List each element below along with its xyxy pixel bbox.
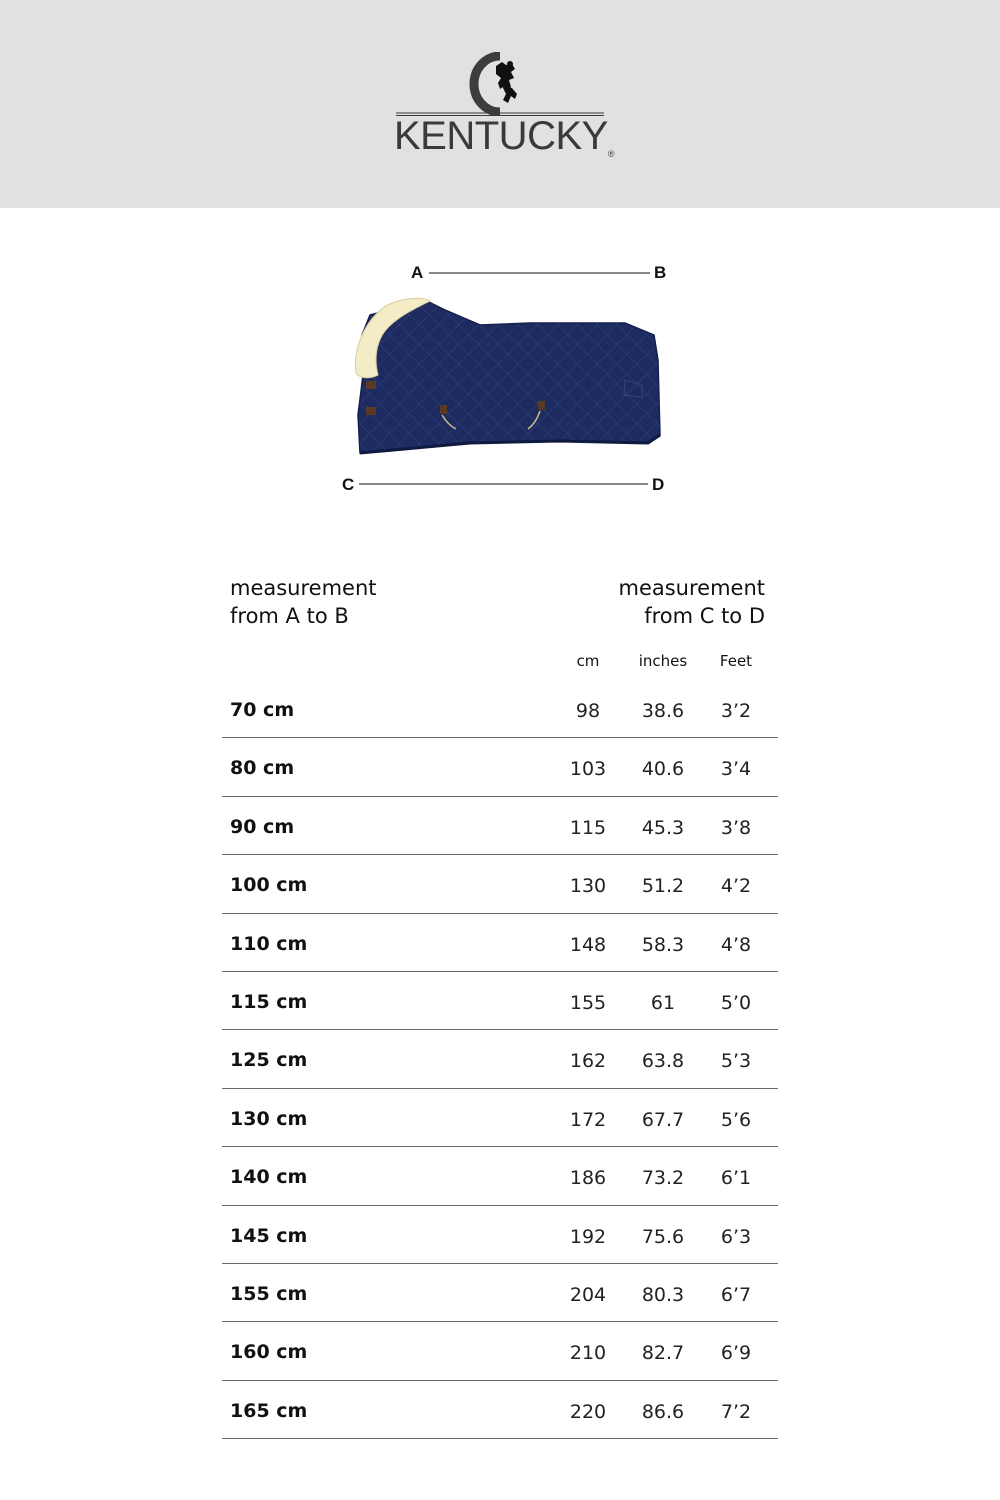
size-cell: 125 cm	[230, 1049, 308, 1072]
cm-cell: 115	[569, 816, 607, 839]
size-cell: 90 cm	[230, 815, 295, 838]
size-cell: 80 cm	[230, 757, 295, 780]
unit-cm-header: cm	[576, 652, 600, 670]
size-cell: 70 cm	[230, 699, 295, 721]
brand-name: KENTUCKY	[394, 114, 608, 158]
table-row	[222, 855, 778, 913]
size-cell: 155 cm	[230, 1282, 308, 1305]
feet-cell: 5’6	[720, 1108, 752, 1131]
size-cell: 165 cm	[230, 1399, 308, 1422]
header-right-line2: from C to D	[644, 604, 765, 628]
feet-cell: 5’3	[720, 1050, 752, 1073]
cm-cell: 103	[569, 758, 607, 781]
cm-cell: 192	[569, 1225, 607, 1248]
cm-cell: 210	[569, 1342, 607, 1365]
inches-cell: 58.3	[641, 933, 685, 956]
table-row	[222, 1206, 778, 1264]
brand-wordmark	[394, 114, 614, 159]
inches-cell: 38.6	[641, 700, 685, 722]
feet-cell: 3’2	[720, 700, 752, 722]
cm-cell: 155	[569, 991, 607, 1014]
unit-header-row	[222, 652, 778, 676]
size-cell: 130 cm	[230, 1107, 308, 1130]
label-c: C	[342, 475, 355, 494]
size-cell: 145 cm	[230, 1224, 308, 1247]
inches-cell: 61	[650, 991, 676, 1014]
feet-cell: 4’2	[720, 875, 752, 898]
table-row	[222, 1030, 778, 1088]
label-b: B	[654, 263, 667, 282]
registered-mark: ®	[607, 149, 614, 159]
table-row	[222, 797, 778, 855]
size-cell: 100 cm	[230, 874, 308, 897]
unit-feet-header: Feet	[719, 652, 753, 670]
cm-cell: 130	[569, 875, 607, 898]
inches-cell: 67.7	[641, 1108, 685, 1131]
header-left-line1: measurement	[230, 576, 377, 600]
size-cell: 160 cm	[230, 1341, 308, 1364]
size-cell: 140 cm	[230, 1166, 308, 1189]
table-row	[222, 914, 778, 972]
size-cell: 110 cm	[230, 932, 308, 955]
table-row	[222, 972, 778, 1030]
table-row	[222, 680, 778, 738]
feet-cell: 3’4	[720, 758, 752, 781]
cm-cell: 162	[569, 1050, 607, 1073]
inches-cell: 75.6	[641, 1225, 685, 1248]
cm-cell: 148	[569, 933, 607, 956]
feet-cell: 7’2	[720, 1400, 752, 1423]
table-row	[222, 1381, 778, 1439]
horse-rider-c-logo-icon	[466, 52, 528, 116]
inches-cell: 73.2	[641, 1167, 685, 1190]
unit-inches-header: inches	[638, 652, 688, 670]
horse-rug-image	[355, 298, 660, 453]
table-row	[222, 738, 778, 796]
inches-cell: 82.7	[641, 1342, 685, 1365]
header-right-line1: measurement	[618, 576, 765, 600]
feet-cell: 6’7	[720, 1283, 752, 1306]
table-row	[222, 1147, 778, 1205]
label-d: D	[652, 475, 665, 494]
header-left-line2: from A to B	[230, 604, 349, 628]
inches-cell: 45.3	[641, 816, 685, 839]
cm-cell: 220	[569, 1400, 607, 1423]
inches-cell: 51.2	[641, 875, 685, 898]
inches-cell: 40.6	[641, 758, 685, 781]
size-table	[222, 680, 778, 1439]
brand-header	[0, 0, 1000, 208]
cm-cell: 98	[575, 700, 601, 722]
feet-cell: 6’9	[720, 1342, 752, 1365]
size-cell: 115 cm	[230, 990, 308, 1013]
table-row	[222, 1264, 778, 1322]
table-row	[222, 1322, 778, 1380]
feet-cell: 5’0	[720, 991, 752, 1014]
inches-cell: 86.6	[641, 1400, 685, 1423]
rug-measurement-diagram	[330, 255, 680, 505]
feet-cell: 3’8	[720, 816, 752, 839]
table-row	[222, 1089, 778, 1147]
header-measurement-c-d	[618, 574, 765, 630]
feet-cell: 4’8	[720, 933, 752, 956]
cm-cell: 172	[569, 1108, 607, 1131]
label-a: A	[411, 263, 424, 282]
cm-cell: 186	[569, 1167, 607, 1190]
inches-cell: 80.3	[641, 1283, 685, 1306]
header-measurement-a-b	[230, 574, 377, 630]
feet-cell: 6’1	[720, 1167, 752, 1190]
inches-cell: 63.8	[641, 1050, 685, 1073]
feet-cell: 6’3	[720, 1225, 752, 1248]
cm-cell: 204	[569, 1283, 607, 1306]
